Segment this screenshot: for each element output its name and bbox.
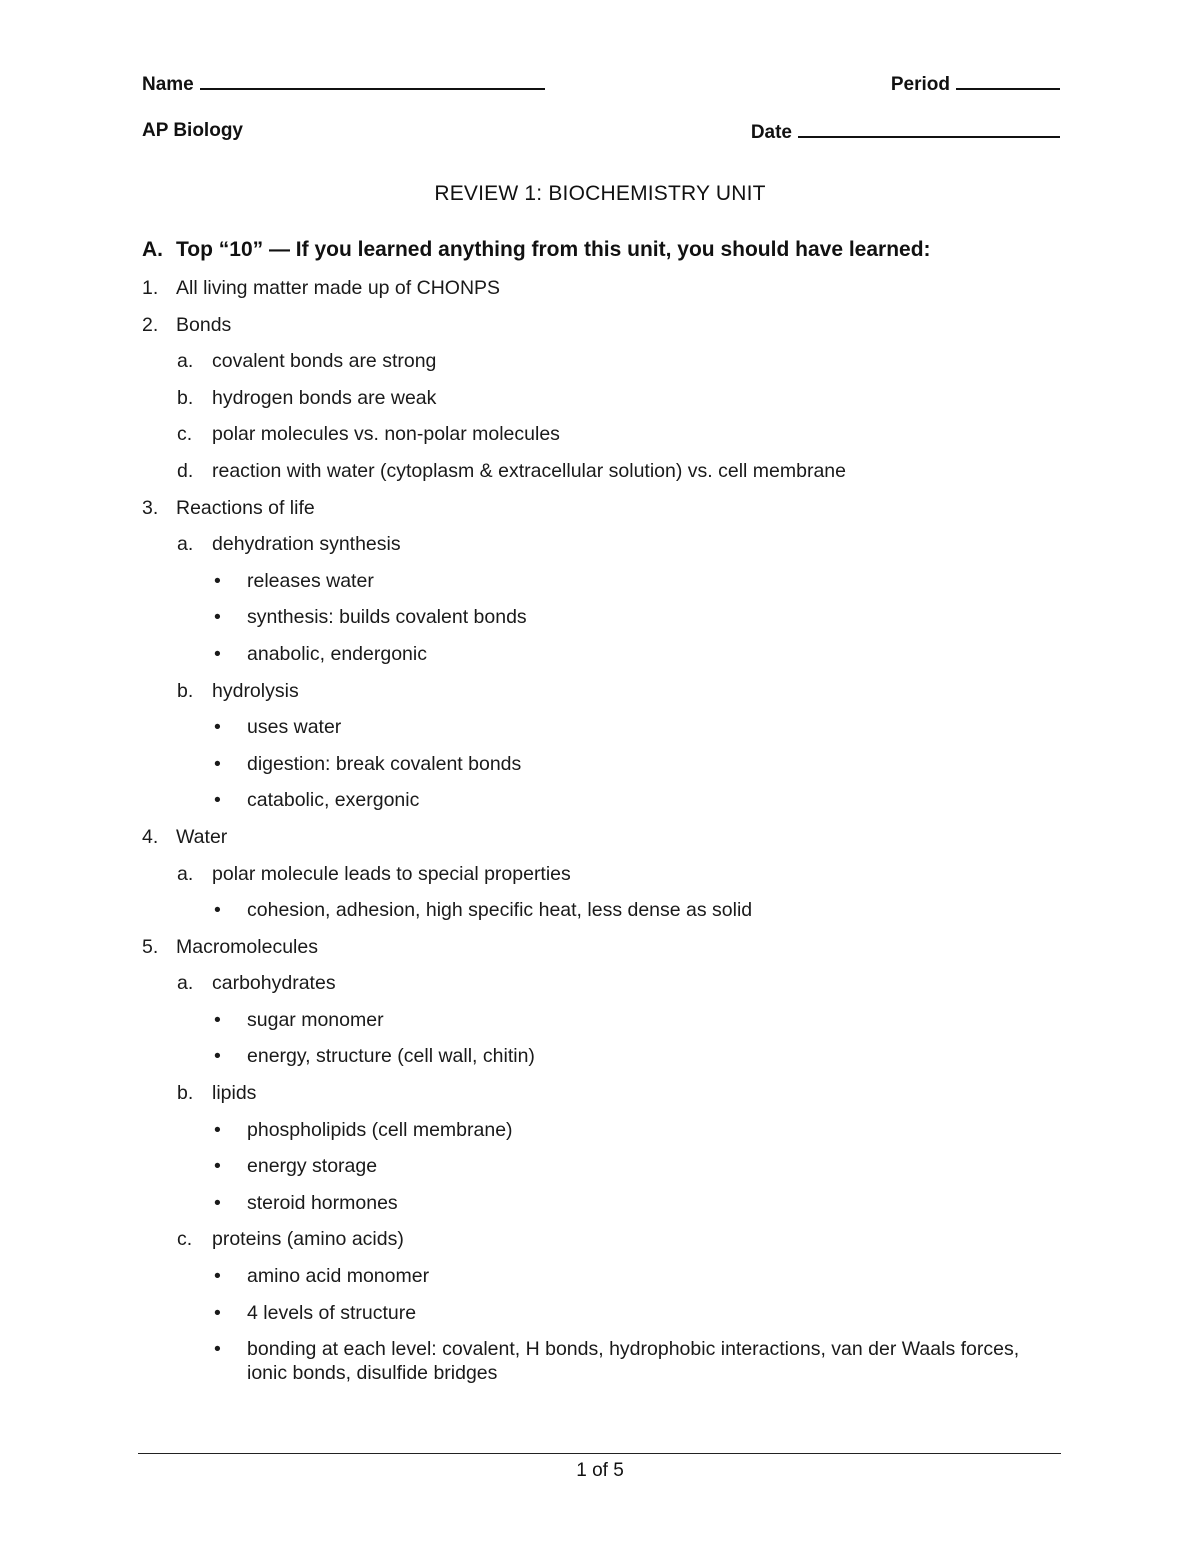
bullet-item — [142, 605, 1060, 629]
item-text: reaction with water (cytoplasm & extracellular solution) vs. cell membrane — [212, 459, 846, 482]
sub-item — [142, 459, 1060, 483]
item-marker: b. — [177, 386, 194, 409]
sub-item — [142, 349, 1060, 373]
sub-item — [142, 1081, 1060, 1105]
item-marker: 4. — [142, 825, 159, 848]
period-field — [891, 70, 1060, 98]
item-marker: c. — [177, 1228, 193, 1251]
date-label: Date — [750, 122, 792, 143]
item-text: 4 levels of structure — [247, 1301, 417, 1324]
bullet-icon: • — [214, 1118, 221, 1141]
item-text: hydrogen bonds are weak — [212, 386, 437, 409]
outline-item — [142, 825, 1060, 849]
name-field — [142, 70, 545, 98]
document-title: REVIEW 1: BIOCHEMISTRY UNIT — [434, 182, 766, 205]
bullet-icon: • — [214, 1155, 221, 1178]
item-marker: a. — [177, 533, 194, 556]
item-text: bonding at each level: covalent, H bonds, hydrophobic interactions, van der Waals forces, ionic bonds, disulfide bridges — [247, 1338, 1020, 1385]
bullet-item — [142, 898, 1060, 922]
bullet-item — [142, 715, 1060, 739]
bullet-icon: • — [214, 569, 221, 592]
date-field — [751, 118, 1060, 146]
item-marker: b. — [177, 679, 194, 702]
course-name: AP Biology — [142, 120, 243, 141]
outline-item — [142, 276, 1060, 300]
section-letter: A. — [142, 238, 163, 261]
footer-divider — [138, 1453, 1061, 1454]
item-text: uses water — [247, 716, 342, 739]
bullet-icon: • — [214, 789, 221, 812]
item-text: polar molecules vs. non-polar molecules — [212, 423, 560, 446]
bullet-icon: • — [214, 1191, 221, 1214]
period-label: Period — [890, 74, 950, 95]
item-text: Bonds — [176, 313, 232, 336]
bullet-icon: • — [214, 1265, 221, 1288]
outline-list — [142, 276, 1060, 1398]
item-text: steroid hormones — [247, 1191, 398, 1214]
outline-item — [142, 496, 1060, 520]
item-marker: a. — [177, 862, 194, 885]
item-text: phospholipids (cell membrane) — [247, 1118, 513, 1141]
item-text: covalent bonds are strong — [212, 350, 437, 373]
item-text: carbohydrates — [212, 972, 336, 995]
item-text: cohesion, adhesion, high specific heat, less dense as solid — [247, 899, 753, 922]
name-blank-line[interactable] — [200, 70, 545, 90]
bullet-item — [142, 1191, 1060, 1215]
date-blank-line[interactable] — [798, 118, 1060, 138]
bullet-item — [142, 1264, 1060, 1288]
name-label: Name — [142, 74, 194, 95]
bullet-item — [142, 1154, 1060, 1178]
item-text: hydrolysis — [212, 679, 299, 702]
sub-item — [142, 386, 1060, 410]
item-text: Water — [176, 825, 228, 848]
sub-item — [142, 532, 1060, 556]
section-heading-text: Top “10” — If you learned anything from this unit, you should have learned: — [176, 238, 931, 261]
item-text: polar molecule leads to special properties — [212, 862, 571, 885]
item-text: digestion: break covalent bonds — [247, 752, 522, 775]
item-marker: d. — [177, 459, 194, 482]
header-row-2 — [142, 118, 1060, 148]
bullet-icon: • — [214, 1338, 221, 1361]
sub-item — [142, 422, 1060, 446]
bullet-icon: • — [214, 752, 221, 775]
bullet-icon: • — [214, 606, 221, 629]
period-blank-line[interactable] — [956, 70, 1060, 90]
bullet-icon: • — [214, 1045, 221, 1068]
bullet-item — [142, 569, 1060, 593]
item-text: Reactions of life — [176, 496, 315, 519]
item-marker: a. — [177, 350, 194, 373]
page-number: 1 of 5 — [576, 1460, 624, 1481]
item-text: proteins (amino acids) — [212, 1228, 404, 1251]
item-marker: 1. — [142, 277, 159, 299]
item-marker: 5. — [142, 935, 159, 958]
header-row-1 — [142, 70, 1060, 100]
section-heading — [142, 236, 1142, 264]
bullet-item — [142, 1008, 1060, 1032]
outline-item — [142, 935, 1060, 959]
item-text: dehydration synthesis — [212, 533, 401, 556]
sub-item — [142, 679, 1060, 703]
item-text: lipids — [212, 1082, 257, 1105]
item-marker: a. — [177, 972, 194, 995]
bullet-item — [142, 642, 1060, 666]
bullet-item — [142, 1044, 1060, 1068]
item-text: sugar monomer — [247, 1008, 384, 1031]
bullet-icon: • — [214, 899, 221, 922]
item-text: catabolic, exergonic — [247, 789, 420, 812]
item-text: energy, structure (cell wall, chitin) — [247, 1045, 535, 1068]
item-text: All living matter made up of CHONPS — [176, 277, 501, 299]
bullet-item — [142, 1337, 1060, 1385]
item-text: releases water — [247, 569, 374, 592]
bullet-icon: • — [214, 716, 221, 739]
bullet-item — [142, 1301, 1060, 1325]
bullet-item — [142, 1118, 1060, 1142]
item-text: Macromolecules — [176, 935, 318, 958]
item-text: amino acid monomer — [247, 1265, 430, 1288]
item-marker: 2. — [142, 313, 159, 336]
bullet-icon: • — [214, 642, 221, 665]
item-text: anabolic, endergonic — [247, 642, 427, 665]
outline-item — [142, 313, 1060, 337]
sub-item — [142, 971, 1060, 995]
item-text: energy storage — [247, 1155, 378, 1178]
bullet-item — [142, 752, 1060, 776]
item-marker: 3. — [142, 496, 159, 519]
item-text: synthesis: builds covalent bonds — [247, 606, 527, 629]
item-marker: b. — [177, 1082, 194, 1105]
sub-item — [142, 1227, 1060, 1251]
sub-item — [142, 862, 1060, 886]
bullet-icon: • — [214, 1008, 221, 1031]
bullet-icon: • — [214, 1301, 221, 1324]
bullet-item — [142, 788, 1060, 812]
item-marker: c. — [177, 423, 193, 446]
